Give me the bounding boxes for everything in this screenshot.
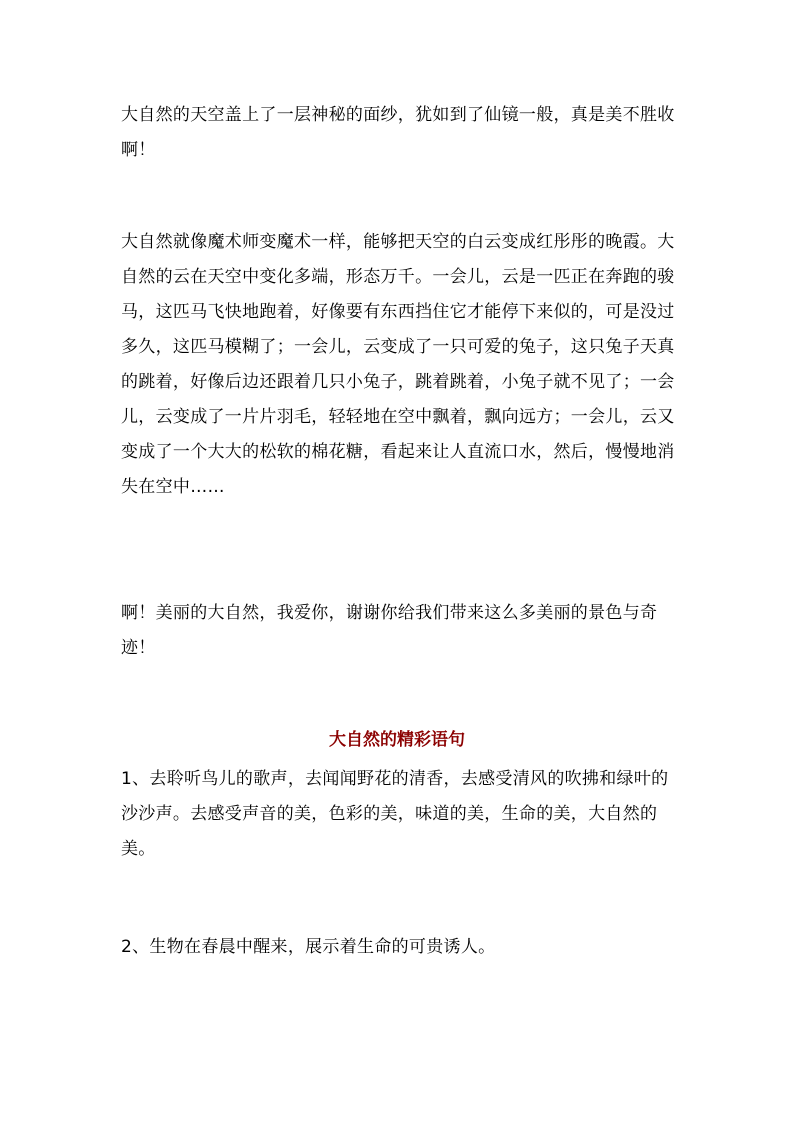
paragraph-clouds: 大自然就像魔术师变魔术一样，能够把天空的白云变成红彤彤的晚霞。大自然的云在天空中变化多端，形态万千。一会儿，云是一匹正在奔跑的骏马，这匹马飞快地跑着，好像要有东西挡住它才能停下来似的，可是没过多久，这匹马模糊了；一会儿，云变成了一只可爱的兔子，这只兔子天真的跳着，好像后边还跟着几只小兔子，跳着跳着，小兔子就不见了；一会儿，云变成了一片片羽毛，轻轻地在空中飘着，飘向远方；一会儿，云又变成了一个大大的松软的棉花糖，看起来让人直流口水，然后，慢慢地消失在空中…… (121, 232, 675, 497)
section-heading: 大自然的精彩语句 (329, 730, 465, 750)
paragraph-sky: 大自然的天空盖上了一层神秘的面纱，犹如到了仙镜一般，真是美不胜收啊！ (121, 105, 675, 160)
list-item-2: 2、生物在春晨中醒来，展示着生命的可贵诱人。 (121, 937, 496, 957)
paragraph-closing: 啊！美丽的大自然，我爱你，谢谢你给我们带来这么多美丽的景色与奇迹！ (121, 603, 658, 658)
list-item-1: 1、去聆听鸟儿的歌声，去闻闻野花的清香，去感受清风的吹拂和绿叶的沙沙声。去感受声音的美，色彩的美，味道的美，生命的美，大自然的美。 (121, 769, 669, 859)
